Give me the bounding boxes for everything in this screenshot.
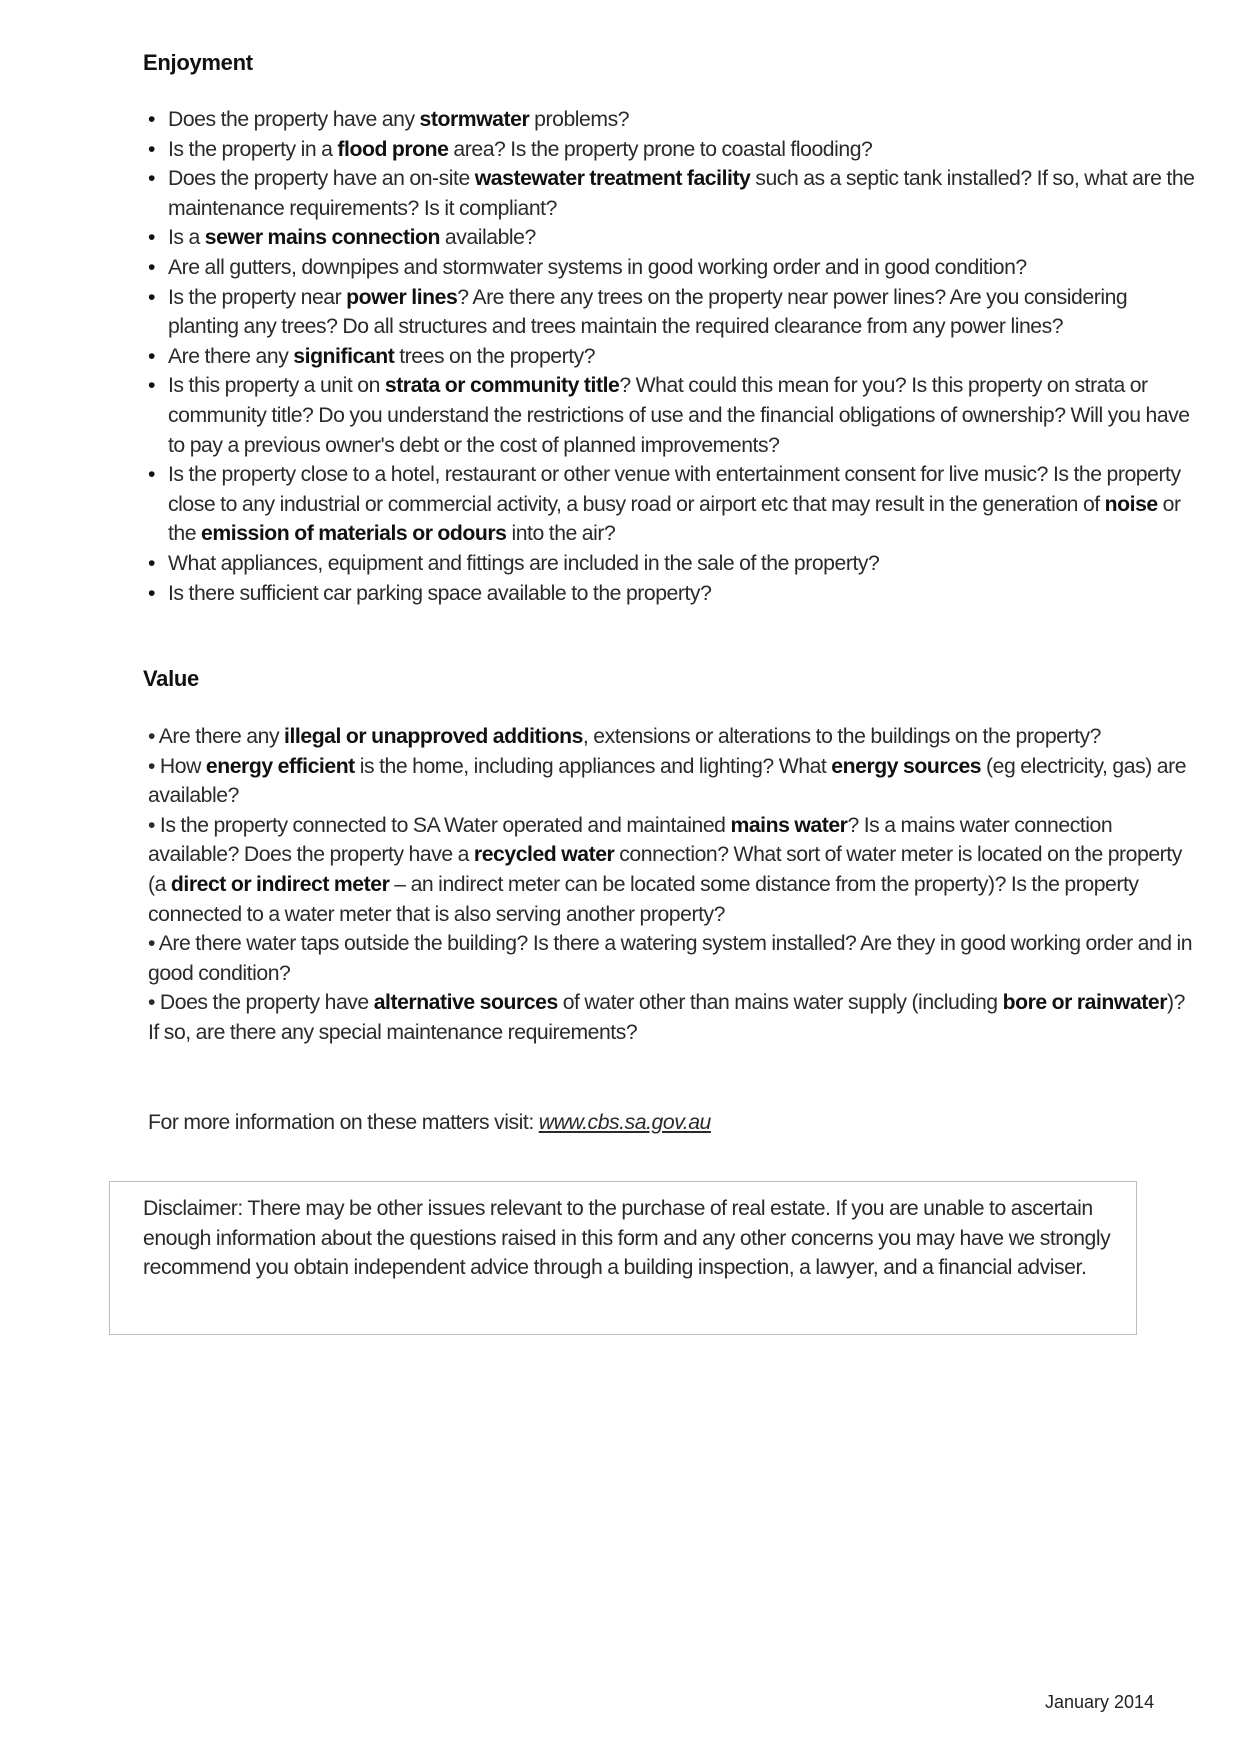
- enjoyment-list-item: [148, 549, 1198, 579]
- emphasis-text: strata or community title: [384, 374, 620, 398]
- list-item-text: Is the property near power lines? Are there any trees on the property near power lines? Are you considering planting any trees? Do all structures and trees maintain the required clearance from any power lines?: [168, 285, 1128, 339]
- emphasis-text: recycled water: [473, 843, 615, 867]
- enjoyment-list-item: [148, 460, 1198, 549]
- list-item-text: Is there sufficient car parking space available to the property?: [168, 581, 712, 605]
- emphasis-text: direct or indirect meter: [170, 872, 390, 896]
- bullet-icon: •: [148, 725, 159, 748]
- list-item-text: Is this property a unit on strata or community title? What could this mean for you? Is this property on strata or community title? Do you understand the restrictions of use and the financial obligations of ownership? Will you have to pay a previous owner's debt or the cost of planned improvements?: [168, 374, 1190, 457]
- enjoyment-list: [148, 105, 1198, 608]
- more-info-label: For more information on these matters visit:: [148, 1111, 539, 1134]
- emphasis-text: energy sources: [831, 754, 982, 778]
- emphasis-text: wastewater treatment facility: [474, 167, 751, 191]
- bullet-icon: •: [148, 137, 155, 161]
- emphasis-text: power lines: [346, 285, 458, 309]
- bullet-icon: •: [148, 991, 160, 1015]
- bullet-icon: •: [148, 108, 155, 131]
- bullet-icon: •: [148, 813, 160, 837]
- enjoyment-list-item: [148, 342, 1198, 372]
- section-heading-enjoyment: Enjoyment: [143, 50, 253, 75]
- list-item-text: What appliances, equipment and fittings are included in the sale of the property?: [168, 551, 880, 575]
- bullet-icon: •: [148, 285, 155, 309]
- list-item-text: Does the property have an on-site wastewater treatment facility such as a septic tank installed? If so, what are the maintenance requirements? Is it compliant?: [168, 167, 1195, 220]
- value-list-item: • Are there water taps outside the building? Is there a watering system installed? Are they in good working order and in good condition?: [148, 932, 1193, 985]
- list-item-text: Is a sewer mains connection available?: [168, 226, 536, 250]
- emphasis-text: mains water: [730, 813, 848, 837]
- section-heading-value: Value: [143, 666, 199, 691]
- list-item-text: Is the property close to a hotel, restaurant or other venue with entertainment consent for live music? Is the property close to any industrial or commercial activity, a busy road or airport etc that may result in the generation of noise or the emission of materials or odours into the air?: [168, 463, 1181, 546]
- emphasis-text: emission of materials or odours: [201, 522, 507, 546]
- bullet-icon: •: [148, 167, 155, 191]
- list-item-text: Does the property have any stormwater problems?: [168, 108, 630, 131]
- bullet-icon: •: [148, 932, 159, 956]
- bullet-icon: •: [148, 255, 155, 279]
- value-list: [148, 722, 1198, 1048]
- enjoyment-list-item: [148, 105, 1198, 135]
- bullet-icon: •: [148, 754, 160, 778]
- more-info-line: [148, 1108, 1148, 1138]
- disclaimer-text: Disclaimer: There may be other issues relevant to the purchase of real estate. If you are unable to ascertain enough information about the questions raised in this form and any other concerns you may have we strongly recommend you obtain independent advice through a building inspection, a lawyer, and a financial adviser.: [143, 1197, 1111, 1280]
- emphasis-text: stormwater: [419, 108, 530, 131]
- cbs-website-link[interactable]: www.cbs.sa.gov.au: [538, 1111, 711, 1134]
- footer-date: January 2014: [1045, 1692, 1155, 1712]
- emphasis-text: noise: [1104, 492, 1158, 516]
- list-item-text: Are there any significant trees on the property?: [168, 344, 596, 368]
- emphasis-text: significant: [293, 344, 395, 368]
- bullet-icon: •: [148, 581, 155, 605]
- bullet-icon: •: [148, 374, 155, 398]
- value-list-item: • How energy efficient is the home, including appliances and lighting? What energy sources (eg electricity, gas) are available?: [148, 754, 1187, 808]
- emphasis-text: energy efficient: [205, 754, 355, 778]
- bullet-icon: •: [148, 226, 155, 250]
- value-list-item: • Is the property connected to SA Water operated and maintained mains water? Is a mains water connection available? Does the property have a recycled water connection? What sort of water meter is located on the property (a direct or indirect meter – an indirect meter can be located some distance from the property)? Is the property connected to a water meter that is also serving another property?: [148, 813, 1182, 926]
- bullet-icon: •: [148, 344, 155, 368]
- emphasis-text: bore or rainwater: [1002, 991, 1168, 1015]
- enjoyment-list-item: [148, 223, 1198, 253]
- enjoyment-list-item: [148, 164, 1198, 223]
- disclaimer-box: [109, 1181, 1137, 1335]
- emphasis-text: sewer mains connection: [204, 226, 440, 250]
- enjoyment-list-item: [148, 135, 1198, 165]
- emphasis-text: flood prone: [337, 137, 449, 161]
- list-item-text: Are all gutters, downpipes and stormwater systems in good working order and in good condition?: [168, 255, 1027, 279]
- list-item-text: Is the property in a flood prone area? Is the property prone to coastal flooding?: [168, 137, 873, 161]
- bullet-icon: •: [148, 551, 155, 575]
- value-list-item: • Are there any illegal or unapproved additions, extensions or alterations to the buildings on the property?: [148, 725, 1102, 748]
- enjoyment-list-item: [148, 253, 1198, 283]
- value-list-item: • Does the property have alternative sources of water other than mains water supply (including bore or rainwater)? If so, are there any special maintenance requirements?: [148, 991, 1185, 1044]
- emphasis-text: illegal or unapproved additions: [284, 725, 583, 748]
- emphasis-text: alternative sources: [373, 991, 558, 1015]
- bullet-icon: •: [148, 463, 155, 487]
- enjoyment-list-item: [148, 579, 1198, 609]
- enjoyment-list-item: [148, 283, 1198, 342]
- enjoyment-list-item: [148, 371, 1198, 460]
